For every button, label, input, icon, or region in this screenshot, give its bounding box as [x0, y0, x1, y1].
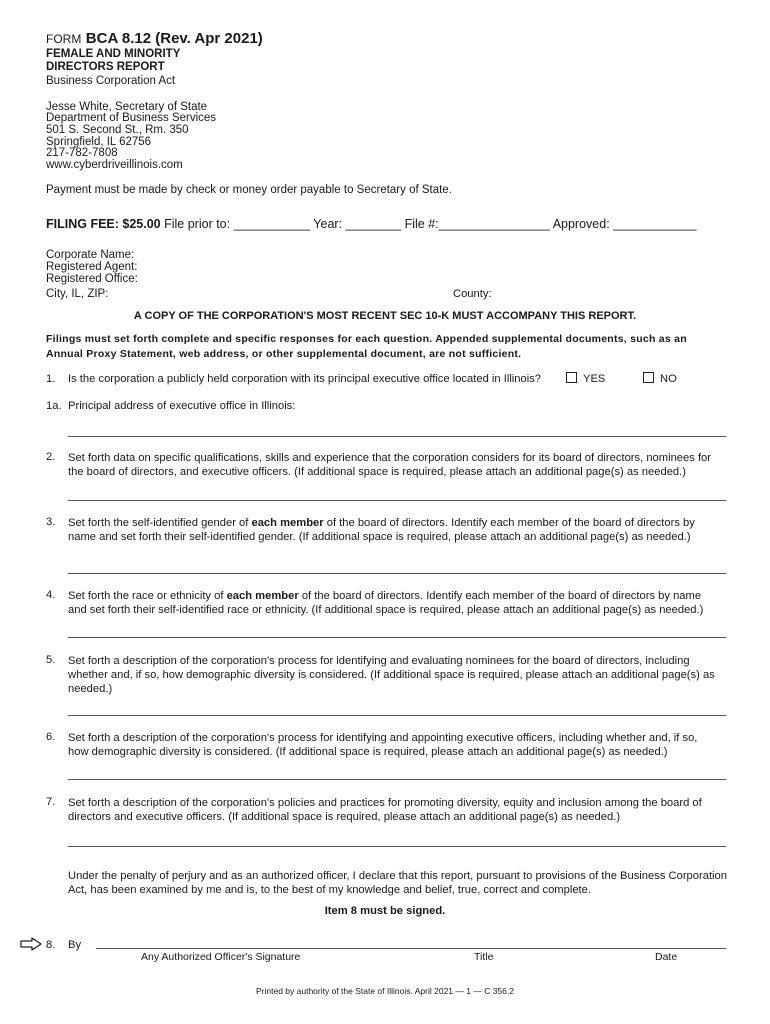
- q5-line2: whether and, if so, how demographic diversity is considered. (If additional space is required, please attach an additional page(s) as: [68, 669, 715, 681]
- office-website: www.cyberdriveillinois.com: [46, 159, 183, 171]
- office-line: Jesse White, Secretary of State: [46, 101, 208, 113]
- act-subtitle: Business Corporation Act: [46, 75, 176, 87]
- q8-number: 8.: [46, 939, 56, 951]
- corporate-name-label: Corporate Name:: [46, 249, 135, 261]
- office-line: Springfield, IL 62756: [46, 136, 152, 148]
- q6-line1: Set forth a description of the corporation's process for identifying and appointing executive officers, including whether and, if so,: [68, 732, 698, 744]
- file-prior-field: File prior to: ___________: [164, 217, 311, 231]
- yes-checkbox[interactable]: [566, 372, 577, 383]
- q5-text: [68, 654, 733, 696]
- office-phone: 217-782-7808: [46, 147, 118, 159]
- q2-number: 2.: [46, 451, 56, 463]
- title-label: Title: [474, 951, 494, 963]
- q3-number: 3.: [46, 516, 56, 528]
- report-title-line1: FEMALE AND MINORITY: [46, 48, 181, 60]
- no-checkbox[interactable]: [643, 372, 654, 383]
- q7-number: 7.: [46, 796, 56, 808]
- q1a-answer-line[interactable]: [68, 436, 726, 437]
- q3-line2: name and set forth their self-identified gender. (If additional space is required, please attach an additional page(s) as needed.): [68, 531, 691, 543]
- q3-line1: Set forth the self-identified gender of each member of the board of directors. Identify each member of the board of directors by: [68, 517, 695, 529]
- q1a-text: Principal address of executive office in Illinois:: [68, 400, 296, 412]
- no-label: NO: [660, 373, 677, 385]
- q3-text: [68, 516, 733, 544]
- q1a-number: 1a.: [46, 400, 62, 412]
- q3-answer-line[interactable]: [68, 573, 726, 574]
- filing-notice-line1: Filings must set forth complete and specific responses for each question. Appended supplemental documents, such as an: [46, 333, 687, 345]
- filing-fee: FILING FEE: $25.00: [46, 217, 161, 231]
- q6-number: 6.: [46, 731, 56, 743]
- pointing-arrow-icon: [20, 937, 42, 951]
- q7-answer-line[interactable]: [68, 846, 726, 847]
- office-line: 501 S. Second St., Rm. 350: [46, 124, 189, 136]
- q4-answer-line[interactable]: [68, 637, 726, 638]
- filing-row: [46, 217, 697, 231]
- declaration-line2: Act, has been examined by me and is, to the best of my knowledge and belief, true, correct and complete.: [68, 884, 591, 896]
- filing-notice-line2: Annual Proxy Statement, web address, or other supplemental document, are not sufficient.: [46, 348, 522, 360]
- q1-number: 1.: [46, 373, 56, 385]
- registered-office-label: Registered Office:: [46, 273, 138, 285]
- footer-note: Printed by authority of the State of Illinois. April 2021 — 1 — C 356.2: [256, 986, 514, 996]
- q1-text: Is the corporation a publicly held corporation with its principal executive office located in Illinois?: [68, 373, 542, 385]
- registered-agent-label: Registered Agent:: [46, 261, 138, 273]
- q2-line1: Set forth data on specific qualifications, skills and experience that the corporation considers for its board of directors, nominees for: [68, 452, 711, 464]
- q5-line1: Set forth a description of the corporation's process for identifying and evaluating nominees for the board of directors, including: [68, 655, 690, 667]
- office-line: Department of Business Services: [46, 112, 217, 124]
- q4-emphasis: each member: [226, 590, 299, 602]
- q3-emphasis: each member: [251, 517, 324, 529]
- q7-line2: directors and executive officers. (If additional space is required, please attach an additional page(s) as needed.): [68, 811, 621, 823]
- q5-answer-line[interactable]: [68, 715, 726, 716]
- form-prefix: FORM: [46, 32, 82, 46]
- q4-line2: and set forth their self-identified race or ethnicity. (If additional space is required, please attach an additional page(s) as needed.): [68, 604, 704, 616]
- report-title-line2: DIRECTORS REPORT: [46, 61, 165, 73]
- city-zip-label: City, IL, ZIP:: [46, 288, 109, 300]
- declaration: [68, 869, 733, 897]
- yes-option[interactable]: [566, 372, 605, 385]
- q4-number: 4.: [46, 589, 56, 601]
- yes-label: YES: [583, 373, 606, 385]
- form-title: [46, 30, 263, 48]
- declaration-line1: Under the penalty of perjury and as an authorized officer, I declare that this report, pursuant to provisions of the Business Corporation: [68, 870, 727, 882]
- form-code: BCA 8.12 (Rev. Apr 2021): [85, 30, 263, 47]
- signature-line[interactable]: [96, 948, 726, 949]
- county-label: County:: [453, 288, 492, 300]
- q2-line2: the board of directors, and executive officers. (If additional space is required, please attach an additional page(s) as needed.): [68, 466, 686, 478]
- approved-field: Approved: ____________: [552, 217, 697, 231]
- q2-answer-line[interactable]: [68, 500, 726, 501]
- q5-line3: needed.): [68, 683, 113, 695]
- q6-text: [68, 731, 733, 759]
- by-label: By: [68, 939, 82, 951]
- date-label: Date: [655, 951, 678, 963]
- q4-line1: Set forth the race or ethnicity of each member of the board of directors. Identify each member of the board of directors by name: [68, 590, 702, 602]
- sec-10k-notice: A COPY OF THE CORPORATION'S MOST RECENT SEC 10-K MUST ACCOMPANY THIS REPORT.: [133, 310, 637, 322]
- no-option[interactable]: [643, 372, 677, 385]
- q2-text: [68, 451, 733, 479]
- q5-number: 5.: [46, 654, 56, 666]
- payment-note: Payment must be made by check or money order payable to Secretary of State.: [46, 184, 452, 196]
- file-number-field: File #:________________: [404, 217, 550, 231]
- q7-line1: Set forth a description of the corporation's policies and practices for promoting diversity, equity and inclusion among the board of: [68, 797, 702, 809]
- sign-notice: Item 8 must be signed.: [324, 905, 446, 917]
- signature-label: Any Authorized Officer's Signature: [141, 951, 301, 963]
- q4-text: [68, 589, 733, 617]
- q6-line2: how demographic diversity is considered. (If additional space is required, please attach an additional page(s) as needed.): [68, 746, 668, 758]
- q6-answer-line[interactable]: [68, 779, 726, 780]
- year-field: Year: ________: [313, 217, 402, 231]
- q7-text: [68, 796, 733, 824]
